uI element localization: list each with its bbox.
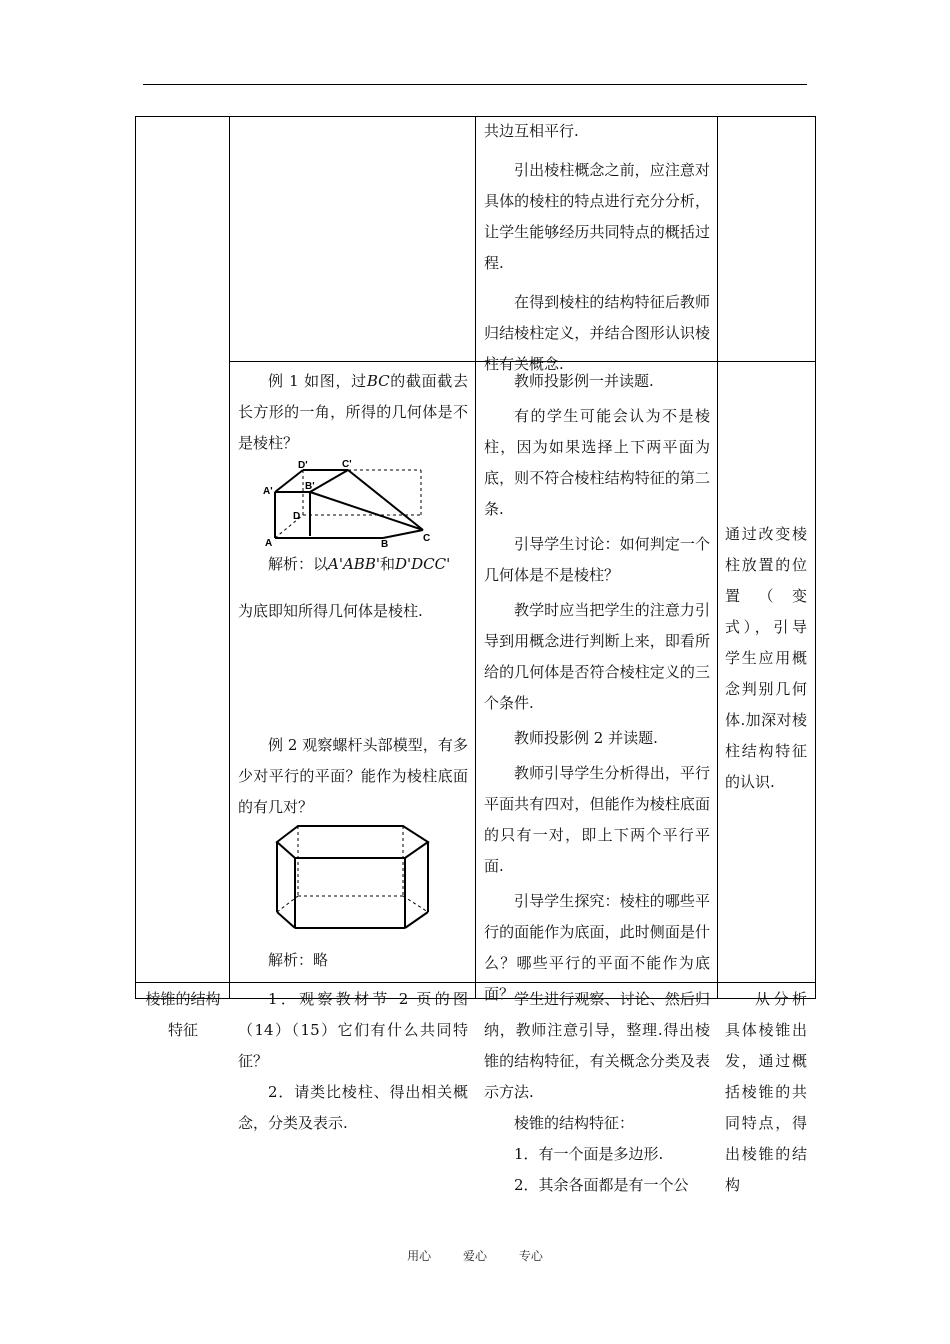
row3-topic: 棱锥的结构特征 — [145, 990, 221, 1039]
row1-para-3: 在得到棱柱的结构特征后教师归结棱柱定义，并结合图形认识棱柱有关概念. — [484, 293, 710, 373]
label-a-prime: A' — [263, 486, 273, 497]
row2-activity-cell — [484, 366, 710, 1010]
row2-act-7: 引导学生探究：棱柱的哪些平行的面能作为底面，此时侧面是什么？哪些平行的平面不能作为底面？ — [484, 892, 710, 1003]
table-divider-1 — [229, 116, 230, 999]
header-rule — [143, 84, 807, 85]
row2-content-cell — [238, 366, 468, 459]
footer-item-3: 专心 — [518, 1249, 543, 1263]
example-2-label: 例 2 — [268, 736, 298, 754]
example-2-text: 观察螺杆头部模型，有多少对平行的平面？能作为棱柱底面的有几对？ — [238, 736, 468, 816]
analysis-1-f1: A'ABB' — [328, 555, 380, 573]
row3-act-3: 1．有一个面是多边形. — [514, 1145, 664, 1163]
row1-para-1: 共边互相平行. — [484, 122, 579, 140]
row-divider-2 — [135, 982, 816, 983]
example-1-text-b: 的截面截去长方形的一角，所得的几何体是不是棱柱？ — [238, 372, 468, 452]
row3-act-2: 棱锥的结构特征： — [514, 1114, 635, 1132]
row2-intent: 通过改变棱柱放置的位置（变式），引导学生应用概念判别几何体.加深对棱柱结构特征的认识. — [725, 525, 807, 791]
label-c-prime: C' — [342, 459, 352, 470]
row3-topic-cell — [143, 984, 223, 1046]
row2-act-3: 引导学生讨论：如何判定一个几何体是不是棱柱？ — [484, 535, 710, 584]
table-divider-3 — [717, 116, 718, 999]
analysis-1-f2: D'DCC' — [395, 555, 451, 573]
truncated-box-figure — [263, 458, 443, 548]
page-footer — [0, 1247, 950, 1264]
example-1 — [238, 366, 468, 459]
table-border-top — [135, 116, 816, 117]
analysis-1-and: 和 — [379, 555, 395, 573]
row3-q2: 2．请类比棱柱、得出相关概念，分类及表示. — [238, 1083, 468, 1132]
label-d-prime: D' — [298, 460, 308, 471]
row3-intent: 从分析具体棱锥出发，通过概括棱锥的共同特点，得出棱锥的结构 — [725, 990, 807, 1194]
row2-act-2: 有的学生可能会认为不是棱柱，因为如果选择上下两平面为底，则不符合棱柱结构特征的第二条. — [484, 407, 710, 518]
analysis-2-block — [238, 945, 468, 976]
row3-activity-cell — [484, 984, 710, 1201]
row1-activity-cell — [484, 116, 710, 380]
label-d: D — [293, 511, 301, 522]
row3-intent-cell — [725, 984, 807, 1201]
table-divider-2 — [475, 116, 476, 999]
example-1-text-a: 如图，过 — [304, 372, 367, 390]
label-c: C — [423, 533, 431, 544]
label-a: A — [265, 538, 273, 549]
analysis-1-line — [238, 549, 468, 580]
label-b-prime: B' — [305, 481, 315, 492]
row3-act-4: 2．其余各面都是有一个公 — [514, 1176, 689, 1194]
footer-item-1: 用心 — [407, 1249, 432, 1263]
example-1-bc: BC — [366, 372, 390, 390]
row3-content-cell — [238, 984, 468, 1139]
table-border-right — [815, 116, 816, 999]
row3-act-1: 学生进行观察、讨论、然后归纳，教师注意引导，整理.得出棱锥的结构特征，有关概念分类及表示方法. — [484, 990, 710, 1101]
example-2-block — [238, 730, 468, 823]
row3-q1: 1．观察教材节 2 页的图（14）（15）它们有什么共同特征？ — [238, 990, 468, 1070]
analysis-1-b: 为底即知所得几何体是棱柱. — [238, 602, 423, 620]
example-1-label: 例 1 — [268, 372, 299, 390]
row2-act-5: 教师投影例 2 并读题. — [514, 729, 658, 747]
analysis-1-a: 解析：以 — [268, 555, 329, 573]
row2-act-1: 教师投影例一并读题. — [514, 372, 654, 390]
row1-para-2: 引出棱柱概念之前，应注意对具体的棱柱的特点进行充分分析，让学生能够经历共同特点的概括过程. — [484, 161, 710, 272]
footer-item-2: 爱心 — [462, 1249, 487, 1263]
row2-act-6: 教师引导学生分析得出，平行平面共有四对，但能作为棱柱底面的只有一对，即上下两个平行平面. — [484, 764, 710, 875]
label-b: B — [381, 539, 389, 550]
analysis-2: 解析：略 — [268, 951, 329, 969]
hexagonal-prism-figure — [273, 822, 433, 934]
row2-intent-cell — [725, 519, 807, 798]
row2-act-4: 教学时应当把学生的注意力引导到用概念进行判断上来，即看所给的几何体是否符合棱柱定义的三个条件. — [484, 601, 710, 712]
table-border-left — [135, 116, 136, 999]
lesson-table — [135, 116, 816, 1194]
example-2 — [238, 730, 468, 823]
analysis-1-block — [238, 549, 468, 627]
